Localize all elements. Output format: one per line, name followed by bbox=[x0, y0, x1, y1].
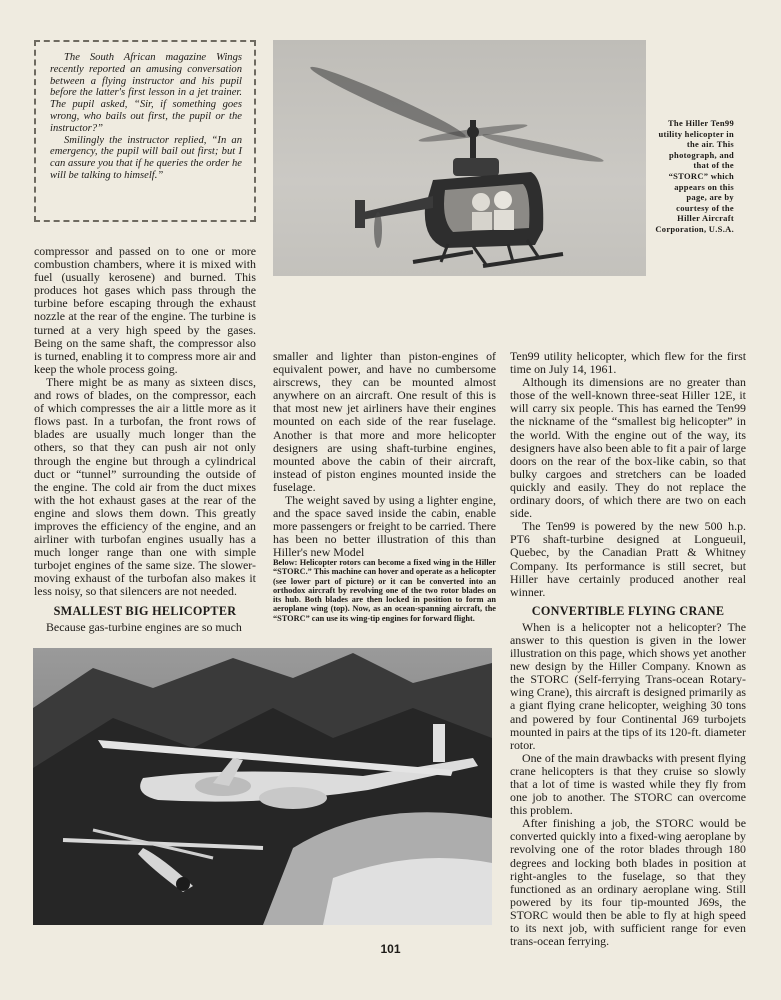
article-paragraph: smaller and lighter than piston-engines of equivalent power, and have no cumbersome airscrews, they can be mounted almost anywhere on an aircraft. One result of this is that most new jet airliners have their engines mounted on each side of the rear fuselage. Another is that more and more helicopter designers are using shaft-turbine engines, mounted above the cabin of their aircraft, instead of piston engines mounted inside the fuselage. bbox=[273, 349, 496, 494]
article-paragraph: One of the main drawbacks with present flying crane helicopters is that they cruise so slowly that a lot of time is wasted while they fly from one job to another. The STORC can overcome this problem. bbox=[510, 750, 746, 818]
photo-caption: The Hiller Ten99 utility helicopter in the air. This photograph, and that of the “STORC” which appears on this page, are by courtesy of the Hiller Aircraft Corporation, U.S.A. bbox=[655, 118, 734, 234]
article-paragraph: Because gas-turbine engines are so much bbox=[46, 619, 242, 634]
article-paragraph: Although its dimensions are no greater than those of the well-known three-seat Hiller 12E, it will carry six people. This has earned the Ten99 the nickname of the “smallest big helicopter” in the world. With the engine out of the way, its designers have also been able to fit a pair of large doors on the rear of the box-like cabin, so that bulky cargoes and stretchers can be loaded quickly and easily. They do not replace the ordinary doors, of which there are two on each side. bbox=[510, 375, 746, 521]
article-paragraph: There might be as many as sixteen discs, and rows of blades, on the compressor, each of which compresses the air a little more as it flows past. In a turbofan, the front rows of blades are usually much longer than the others, so that they can push air not only through the engine but through a cylindrical duct or “tunnel” surrounding the outside of the engine. The cold air from the duct mixes with the hot exhaust gases at the rear of the engine and slows them down. This greatly improves the efficiency of the engine, and an airliner with turbofan engines usually has a much longer range than one with simple turbojet engines of the same size. The slower-moving exhaust of the turbofan also makes it less noisy, so that silencers are not needed. bbox=[34, 374, 256, 599]
article-paragraph: The weight saved by using a lighter engine, and the space saved inside the cabin, enable more passengers or freight to be carried. There has been no better illustration of this than Hiller's new Model bbox=[273, 493, 496, 560]
anecdote-box bbox=[34, 40, 256, 222]
article-paragraph: After finishing a job, the STORC would be converted quickly into a fixed-wing aeroplane by revolving one of the rotor blades through 180 degrees and locking both blades in position at right-angles to the fuselage, so that they functioned as an ordinary aeroplane wing. Still powered by its four tip-mounted J69s, the STORC would then be able to fly at high speed to its next job, with sufficient range for even trans-ocean ferrying. bbox=[510, 816, 746, 949]
section-heading: SMALLEST BIG HELICOPTER bbox=[53, 603, 237, 618]
article-paragraph: The Ten99 is powered by the new 500 h.p. PT6 shaft-turbine designed at Longueuil, Quebec, by the Canadian Pratt & Whitney Company. Its performance is still secret, but Hiller have certainly produced another real winner. bbox=[510, 519, 746, 599]
anecdote-paragraph: Smilingly the instructor replied, “In an emergency, the pupil will bail out first; but I can assure you that if he queries the order he will be talking to himself.” bbox=[50, 134, 242, 181]
helicopter-illustration bbox=[273, 40, 646, 276]
article-paragraph: When is a helicopter not a helicopter? The answer to this question is given in the lower illustration on this page, which shows yet another new design by the Hiller Company. Known as the STORC (Self-ferrying Trans-ocean Rotary-wing Crane), this aircraft is designed primarily as a giant flying crane helicopter, weighing 30 tons and powered by four Continental J69 turbojets mounted in pairs at the tips of its 120-ft. diameter rotor. bbox=[510, 619, 746, 752]
storc-caption: Below: Helicopter rotors can become a fixed wing in the Hiller “STORC.” This machine can hover and operate as a helicopter (see lower part of picture) or it can be converted into an orthodox aircraft by revolving one of the two rotor blades on its hub. Both blades are then locked in position to form an aeroplane wing (top). Now, as an ocean-spanning aircraft, the “STORC” can use its wing-tip engines for forward flight. bbox=[273, 558, 496, 623]
storc-photo bbox=[33, 648, 492, 925]
article-column-2 bbox=[273, 350, 496, 560]
article-paragraph: compressor and passed on to one or more combustion chambers, where it is mixed with fuel (usually kerosene) and burned. This produces hot gases which pass through the turbine before escaping through the exhaust nozzle at the rear of the engine. The turbine is turned at a very high speed by the gases. Being on the same shaft, the compressor also is turned, enabling it to compress more air and keep the whole process going. bbox=[34, 244, 256, 376]
page-number: 101 bbox=[380, 942, 401, 956]
anecdote-paragraph: The South African magazine Wings recently reported an amusing conversation between a flying instructor and his pupil before the latter's first lesson in a jet trainer. The pupil asked, “Sir, if something goes wrong, who bails out first, the pupil or the instructor?” bbox=[50, 52, 242, 134]
section-heading: CONVERTIBLE FLYING CRANE bbox=[531, 603, 725, 618]
storc-illustration bbox=[33, 648, 492, 925]
article-paragraph: Ten99 utility helicopter, which flew for the first time on July 14, 1961. bbox=[510, 349, 746, 377]
article-column-1 bbox=[34, 245, 256, 634]
article-column-3 bbox=[510, 350, 746, 948]
helicopter-photo bbox=[273, 40, 646, 276]
